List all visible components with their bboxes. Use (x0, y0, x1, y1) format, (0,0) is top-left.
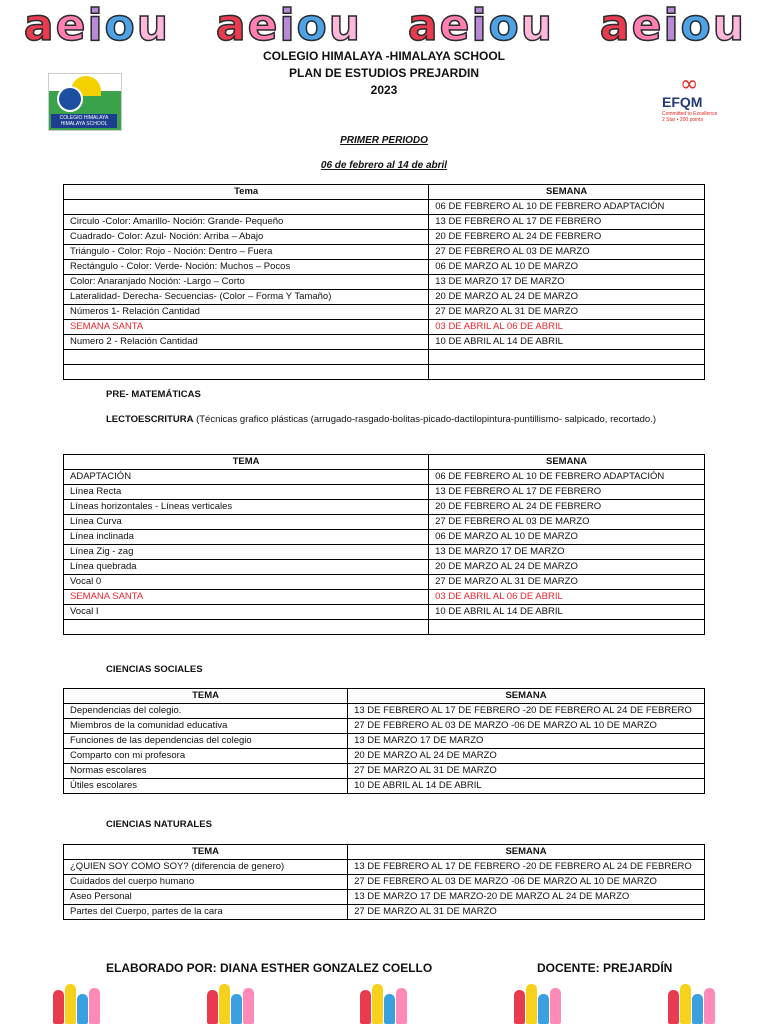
table-row (64, 779, 705, 794)
vowel-letter: i (279, 0, 295, 51)
efqm-logo (660, 72, 720, 128)
semana-cell: 13 DE MARZO 17 DE MARZO (429, 275, 705, 290)
kid-figure-icon (384, 994, 395, 1024)
ciencias-naturales-table (63, 844, 705, 920)
vowel-letter: u (520, 0, 553, 51)
semana-cell: 10 DE ABRIL AL 14 DE ABRIL (429, 335, 705, 350)
semana-cell: 13 DE MARZO 17 DE MARZO (348, 734, 705, 749)
table-row (64, 230, 705, 245)
kid-figure-icon (550, 988, 561, 1024)
ciencias-sociales-label: CIENCIAS SOCIALES (106, 664, 203, 675)
tema-cell: Rectángulo - Color: Verde- Noción: Muchos – Pocos (64, 260, 429, 275)
plan-title: PLAN DE ESTUDIOS PREJARDIN (288, 66, 480, 80)
tema-cell: Lateralidad- Derecha- Secuencias- (Color – Forma Y Tamaño) (64, 290, 429, 305)
table-row (64, 875, 705, 890)
vowel-letter: a (215, 0, 246, 51)
semana-cell (429, 350, 705, 365)
school-logo-text: COLEGIO HIMALAYA HIMALAYA SCHOOL (51, 114, 117, 128)
semana-cell: 27 DE FEBRERO AL 03 DE MARZO (429, 515, 705, 530)
column-header-tema: Tema (64, 185, 429, 200)
semana-cell (429, 365, 705, 380)
table-row (64, 734, 705, 749)
vowel-letter: i (471, 0, 487, 51)
tema-cell: ¿QUIEN SOY COMO SOY? (diferencia de genero) (64, 860, 348, 875)
semana-cell: 13 DE FEBRERO AL 17 DE FEBRERO (429, 485, 705, 500)
vowel-letter: o (680, 0, 711, 51)
table-row (64, 215, 705, 230)
semana-cell: 03 DE ABRIL AL 06 DE ABRIL (429, 590, 705, 605)
tema-cell: ADAPTACIÓN (64, 470, 429, 485)
tema-cell: Cuidados del cuerpo humano (64, 875, 348, 890)
table-row (64, 365, 705, 380)
tema-cell: Línea inclinada (64, 530, 429, 545)
table-row (64, 620, 705, 635)
tema-cell (64, 365, 429, 380)
table-row (64, 860, 705, 875)
table-row (64, 485, 705, 500)
column-header-semana: SEMANA (429, 185, 705, 200)
vowel-group (23, 0, 169, 51)
docente: DOCENTE: PREJARDÍN (537, 961, 673, 975)
semana-cell: 20 DE MARZO AL 24 DE MARZO (429, 290, 705, 305)
kid-figure-icon (77, 994, 88, 1024)
semana-cell: 13 DE FEBRERO AL 17 DE FEBRERO -20 DE FEBRERO AL 24 DE FEBRERO (348, 704, 705, 719)
tema-cell: Números 1- Relación Cantidad (64, 305, 429, 320)
table-row (64, 590, 705, 605)
column-header-semana: SEMANA (348, 689, 705, 704)
plan-year: 2023 (370, 83, 398, 97)
lectoescritura-label: LECTOESCRITURA (106, 414, 194, 425)
tema-cell: Miembros de la comunidad educativa (64, 719, 348, 734)
semana-cell: 20 DE FEBRERO AL 24 DE FEBRERO (429, 500, 705, 515)
school-name: COLEGIO HIMALAYA -HIMALAYA SCHOOL (262, 49, 506, 63)
vowel-letter: o (296, 0, 327, 51)
kids-number-icon (668, 978, 715, 1024)
tema-cell: Dependencias del colegio. (64, 704, 348, 719)
column-header-tema: TEMA (64, 455, 429, 470)
vowel-letter: e (631, 0, 662, 51)
semana-cell: 10 DE ABRIL AL 14 DE ABRIL (348, 779, 705, 794)
kid-figure-icon (231, 994, 242, 1024)
semana-cell: 06 DE MARZO AL 10 DE MARZO (429, 530, 705, 545)
table-row (64, 605, 705, 620)
period-title: PRIMER PERIODO (340, 135, 428, 146)
table-row (64, 200, 705, 215)
table-row (64, 305, 705, 320)
tema-cell (64, 620, 429, 635)
semana-cell: 06 DE FEBRERO AL 10 DE FEBRERO ADAPTACIÓN (429, 470, 705, 485)
column-header-tema: TEMA (64, 845, 348, 860)
table-row (64, 515, 705, 530)
table-row (64, 704, 705, 719)
semana-cell: 27 DE FEBRERO AL 03 DE MARZO -06 DE MARZO AL 10 DE MARZO (348, 719, 705, 734)
kid-figure-icon (514, 990, 525, 1024)
kid-figure-icon (680, 984, 691, 1024)
table-row (64, 575, 705, 590)
table-row (64, 890, 705, 905)
semana-cell: 27 DE FEBRERO AL 03 DE MARZO -06 DE MARZO AL 10 DE MARZO (348, 875, 705, 890)
kid-figure-icon (243, 988, 254, 1024)
table-row (64, 260, 705, 275)
kid-figure-icon (668, 990, 679, 1024)
matematicas-table (63, 184, 705, 380)
ciencias-sociales-table (63, 688, 705, 794)
kids-number-icon (514, 978, 561, 1024)
vowel-letter: e (247, 0, 278, 51)
semana-cell: 06 DE MARZO AL 10 DE MARZO (429, 260, 705, 275)
semana-cell: 27 DE MARZO AL 31 DE MARZO (348, 905, 705, 920)
table-row (64, 500, 705, 515)
table-row (64, 275, 705, 290)
vowel-letter: i (87, 0, 103, 51)
tema-cell (64, 200, 429, 215)
tema-cell: Línea Zig - zag (64, 545, 429, 560)
tema-cell: Partes del Cuerpo, partes de la cara (64, 905, 348, 920)
table-row (64, 335, 705, 350)
lectoescritura-note (106, 411, 666, 428)
table-row (64, 320, 705, 335)
semana-cell (429, 620, 705, 635)
tema-cell (64, 350, 429, 365)
table-row (64, 560, 705, 575)
kid-figure-icon (53, 990, 64, 1024)
tema-cell: Triángulo - Color: Rojo - Noción: Dentro – Fuera (64, 245, 429, 260)
lectoescritura-techniques: (Técnicas grafico plásticas (arrugado-rasgado-bolitas-picado-dactilopintura-puntillismo- salpicado, recortado.) (193, 414, 657, 425)
tema-cell: Línea quebrada (64, 560, 429, 575)
kids-number-icon (360, 978, 407, 1024)
tema-cell: Circulo -Color: Amarillo- Noción: Grande- Pequeño (64, 215, 429, 230)
semana-cell: 20 DE MARZO AL 24 DE MARZO (348, 749, 705, 764)
kid-figure-icon (219, 984, 230, 1024)
tema-cell: Línea Recta (64, 485, 429, 500)
kid-figure-icon (396, 988, 407, 1024)
tema-cell: Cuadrado- Color: Azul- Noción: Arriba – Abajo (64, 230, 429, 245)
kids-footer-decoration (0, 978, 768, 1024)
period-dates: 06 de febrero al 14 de abril (320, 160, 448, 171)
elaborado-por: ELABORADO POR: DIANA ESTHER GONZALEZ COELLO (106, 961, 433, 975)
semana-cell: 20 DE FEBRERO AL 24 DE FEBRERO (429, 230, 705, 245)
table-row (64, 350, 705, 365)
efqm-tagline: Committed to Excellence 2 Star • 200 points (662, 111, 718, 123)
table-row (64, 749, 705, 764)
vowel-letter: a (23, 0, 54, 51)
semana-cell: 27 DE MARZO AL 31 DE MARZO (348, 764, 705, 779)
efqm-mark-icon: ∞ (680, 72, 699, 97)
kid-figure-icon (692, 994, 703, 1024)
tema-cell: Vocal I (64, 605, 429, 620)
tema-cell: Comparto con mi profesora (64, 749, 348, 764)
vowel-letter: u (712, 0, 745, 51)
tema-cell: Funciones de las dependencias del colegio (64, 734, 348, 749)
tema-cell: Normas escolares (64, 764, 348, 779)
table-row (64, 245, 705, 260)
tema-cell: Líneas horizontales - Líneas verticales (64, 500, 429, 515)
table-row (64, 905, 705, 920)
ciencias-naturales-label: CIENCIAS NATURALES (106, 819, 212, 830)
semana-cell: 10 DE ABRIL AL 14 DE ABRIL (429, 605, 705, 620)
pre-matematicas-label: PRE- MATEMÁTICAS (106, 389, 201, 400)
semana-cell: 27 DE MARZO AL 31 DE MARZO (429, 305, 705, 320)
vowel-letter: o (104, 0, 135, 51)
tema-cell: Línea Curva (64, 515, 429, 530)
tema-cell: Vocal 0 (64, 575, 429, 590)
kid-figure-icon (526, 984, 537, 1024)
kid-figure-icon (65, 984, 76, 1024)
vowel-group (599, 0, 745, 51)
table-row (64, 764, 705, 779)
table-row (64, 545, 705, 560)
tema-cell: SEMANA SANTA (64, 590, 429, 605)
semana-cell: 13 DE FEBRERO AL 17 DE FEBRERO -20 DE FEBRERO AL 24 DE FEBRERO (348, 860, 705, 875)
vowel-group (215, 0, 361, 51)
vowel-banner (0, 2, 768, 50)
kid-figure-icon (360, 990, 371, 1024)
vowel-letter: e (55, 0, 86, 51)
table-row (64, 530, 705, 545)
vowel-letter: u (328, 0, 361, 51)
school-logo (48, 73, 122, 131)
vowel-letter: e (439, 0, 470, 51)
school-crest-icon (57, 86, 83, 112)
column-header-semana: SEMANA (348, 845, 705, 860)
semana-cell: 03 DE ABRIL AL 06 DE ABRIL (429, 320, 705, 335)
kid-figure-icon (538, 994, 549, 1024)
tema-cell: Aseo Personal (64, 890, 348, 905)
efqm-name: EFQM (662, 94, 703, 110)
semana-cell: 13 DE MARZO 17 DE MARZO (429, 545, 705, 560)
tema-cell: Útiles escolares (64, 779, 348, 794)
vowel-group (407, 0, 553, 51)
kid-figure-icon (89, 988, 100, 1024)
semana-cell: 06 DE FEBRERO AL 10 DE FEBRERO ADAPTACIÓN (429, 200, 705, 215)
lectoescritura-table (63, 454, 705, 635)
semana-cell: 13 DE FEBRERO AL 17 DE FEBRERO (429, 215, 705, 230)
semana-cell: 27 DE FEBRERO AL 03 DE MARZO (429, 245, 705, 260)
vowel-letter: o (488, 0, 519, 51)
column-header-semana: SEMANA (429, 455, 705, 470)
vowel-letter: i (663, 0, 679, 51)
column-header-tema: TEMA (64, 689, 348, 704)
kid-figure-icon (372, 984, 383, 1024)
kids-number-icon (53, 978, 100, 1024)
table-row (64, 290, 705, 305)
vowel-letter: a (407, 0, 438, 51)
kids-number-icon (207, 978, 254, 1024)
table-row (64, 719, 705, 734)
kid-figure-icon (207, 990, 218, 1024)
tema-cell: Numero 2 - Relación Cantidad (64, 335, 429, 350)
kid-figure-icon (704, 988, 715, 1024)
tema-cell: Color: Anaranjado Noción: -Largo – Corto (64, 275, 429, 290)
semana-cell: 13 DE MARZO 17 DE MARZO-20 DE MARZO AL 24 DE MARZO (348, 890, 705, 905)
vowel-letter: u (136, 0, 169, 51)
tema-cell: SEMANA SANTA (64, 320, 429, 335)
table-row (64, 470, 705, 485)
semana-cell: 20 DE MARZO AL 24 DE MARZO (429, 560, 705, 575)
semana-cell: 27 DE MARZO AL 31 DE MARZO (429, 575, 705, 590)
vowel-letter: a (599, 0, 630, 51)
